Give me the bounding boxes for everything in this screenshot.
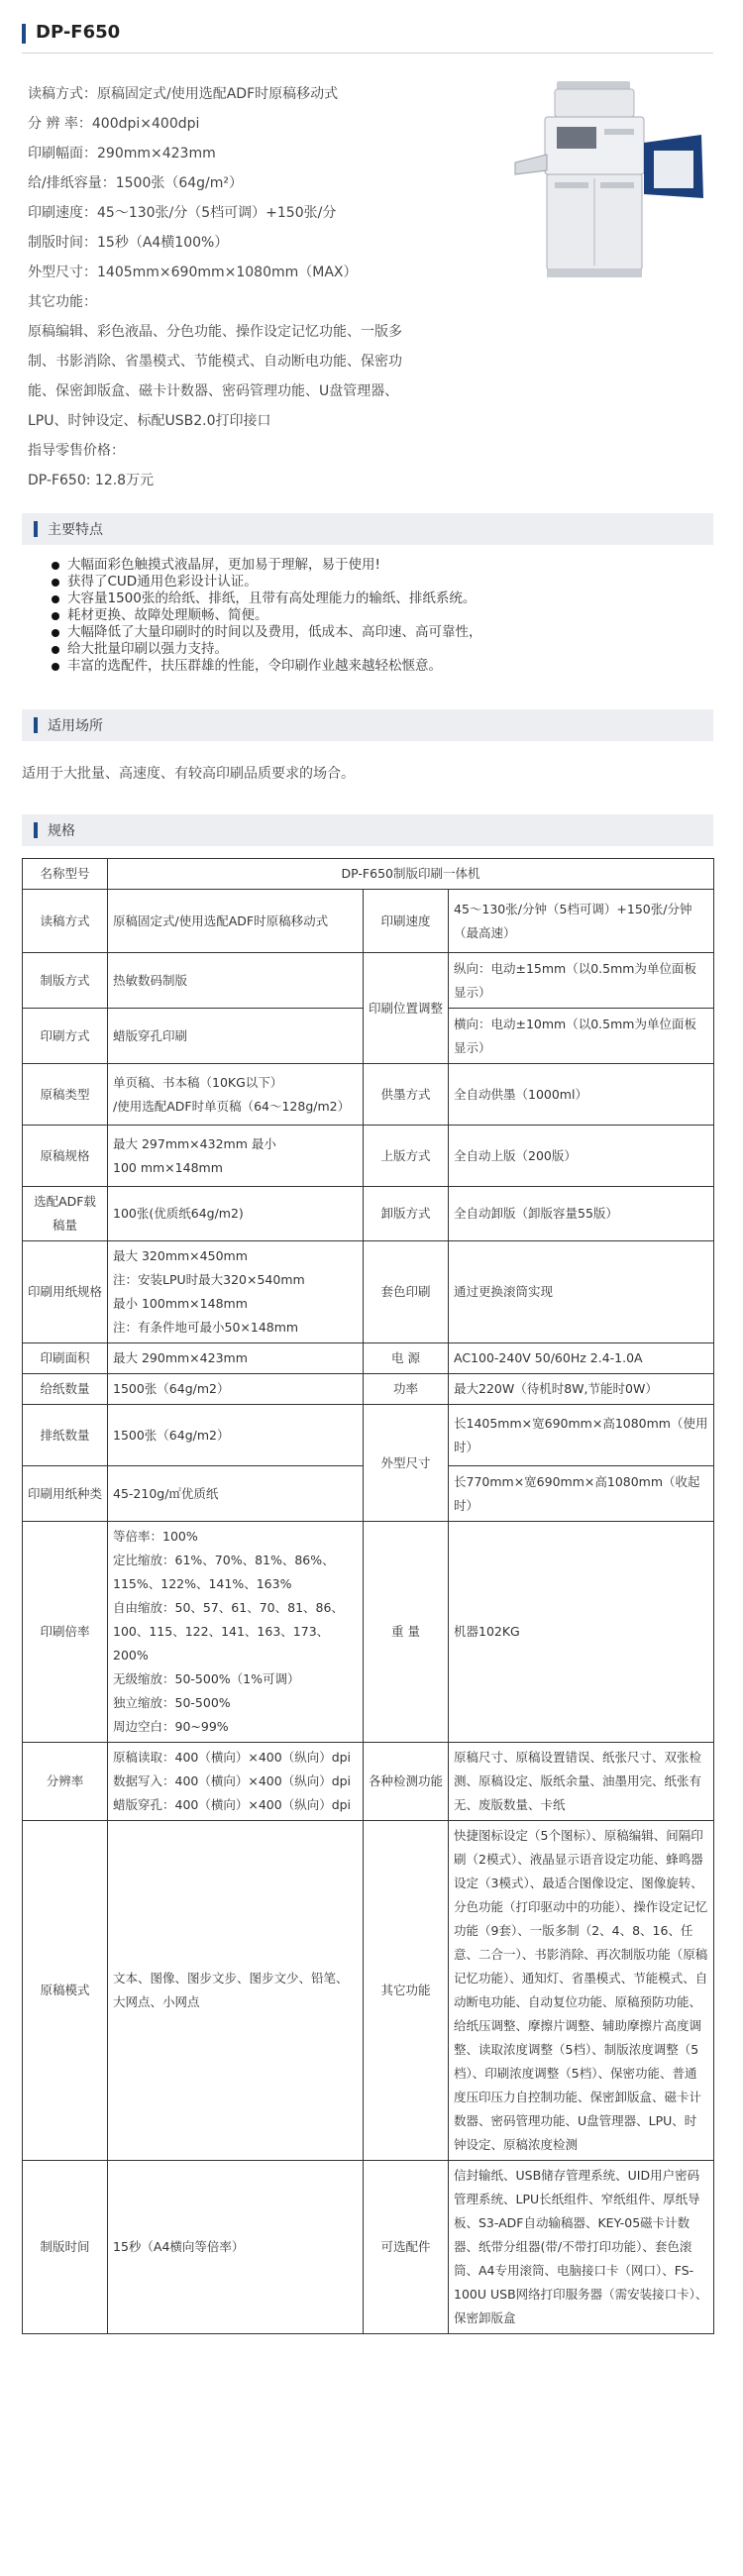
table-row [23, 859, 714, 890]
table-cell-key: 读稿方式 [23, 890, 108, 953]
other-functions: 原稿编辑、彩色液晶、分色功能、操作设定记忆功能、一版多制、书影消除、省墨模式、节能模式、自动断电功能、保密功能、保密卸版盒、磁卡计数器、密码管理功能、U盘管理器、LPU、时钟设定、标配USB2.0打印接口 [28, 324, 402, 429]
spec-table [22, 858, 714, 2334]
table-cell-value: 最大220W（待机时8W,节能时0W） [449, 1374, 714, 1405]
table-cell-key: 印刷位置调整 [364, 953, 449, 1064]
table-cell-key: 原稿模式 [23, 1821, 108, 2161]
list-item: 给大批量印刷以强力支持。 [50, 641, 693, 658]
spec-line: 印刷幅面：290mm×423mm [28, 146, 216, 161]
spec-line: 读稿方式：原稿固定式/使用选配ADF时原稿移动式 [28, 86, 339, 102]
table-cell-key: 制版方式 [23, 953, 108, 1009]
table-cell-value: 横向：电动±10mm（以0.5mm为单位面板显示） [449, 1009, 714, 1064]
table-cell-value: 文本、图像、图步文步、图步文少、铅笔、大网点、小网点 [108, 1821, 364, 2161]
table-cell-key: 分辨率 [23, 1743, 108, 1821]
list-item: 大幅面彩色触摸式液晶屏，更加易于理解，易于使用! [50, 557, 693, 574]
section-usage-header [22, 709, 713, 741]
table-row [23, 1821, 714, 2161]
table-cell-model: DP-F650制版印刷一体机 [108, 859, 714, 890]
table-row [23, 1064, 714, 1126]
table-cell-value: AC100-240V 50/60Hz 2.4-1.0A [449, 1343, 714, 1374]
table-cell-value: 全自动供墨（1000ml） [449, 1064, 714, 1126]
title-accent [22, 24, 26, 44]
list-item: 大幅降低了大量印刷时的时间以及费用，低成本、高印速、高可靠性， [50, 624, 693, 641]
table-cell-key: 外型尺寸 [364, 1405, 449, 1522]
list-item: 丰富的选配件，扶压群雄的性能，令印刷作业越来越轻松惬意。 [50, 658, 693, 675]
printer-image [505, 71, 713, 289]
spec-line: 制版时间：15秒（A4横100%） [28, 235, 229, 251]
table-cell-key: 印刷速度 [364, 890, 449, 953]
section-accent [34, 717, 38, 733]
table-row [23, 2161, 714, 2334]
bullet-icon [52, 579, 59, 587]
table-cell-value: 热敏数码制版 [108, 953, 364, 1009]
list-item: 获得了CUD通用色彩设计认证。 [50, 574, 693, 590]
spec-line: 给/排纸容量：1500张（64g/m²） [28, 175, 244, 191]
section-label: 适用场所 [48, 718, 103, 734]
table-cell-key: 重 量 [364, 1522, 449, 1743]
table-cell-key: 其它功能 [364, 1821, 449, 2161]
table-cell-key: 原稿规格 [23, 1126, 108, 1187]
table-cell-value: 全自动卸版（卸版容量55版） [449, 1187, 714, 1241]
table-cell-key: 名称型号 [23, 859, 108, 890]
table-cell-key: 排纸数量 [23, 1405, 108, 1466]
table-row [23, 1405, 714, 1466]
spec-summary [28, 79, 483, 495]
table-row [23, 890, 714, 953]
table-cell-value: 45-210g/㎡优质纸 [108, 1466, 364, 1522]
title-bar [22, 14, 713, 54]
table-cell-value: 全自动上版（200版） [449, 1126, 714, 1187]
table-cell-value: 蜡版穿孔印刷 [108, 1009, 364, 1064]
table-cell-key: 电 源 [364, 1343, 449, 1374]
table-cell-key: 印刷用纸种类 [23, 1466, 108, 1522]
table-cell-value: 45～130张/分钟（5档可调）+150张/分钟（最高速） [449, 890, 714, 953]
section-features-header [22, 513, 713, 545]
table-cell-value: 原稿读取：400（横向）×400（纵向）dpi 数据写入：400（横向）×400（纵向）dpi 蜡版穿孔：400（横向）×400（纵向）dpi [108, 1743, 364, 1821]
table-cell-value: 信封输纸、USB储存管理系统、UID用户密码管理系统、LPU长纸组件、窄纸组件、厚纸导板、S3-ADF自动输稿器、KEY-05磁卡计数器、纸带分组器(带/不带打印功能）、套色滚筒、A4专用滚筒、电脑接口卡（网口）、FS-100U USB网络打印服务器（需安装接口卡）、保密卸版盒 [449, 2161, 714, 2334]
table-row [23, 1241, 714, 1343]
table-cell-key: 印刷方式 [23, 1009, 108, 1064]
spec-line: 其它功能： [28, 294, 97, 310]
table-cell-key: 套色印刷 [364, 1241, 449, 1343]
table-cell-key: 印刷面积 [23, 1343, 108, 1374]
table-cell-value: 原稿固定式/使用选配ADF时原稿移动式 [108, 890, 364, 953]
table-cell-key: 功率 [364, 1374, 449, 1405]
table-row [23, 1374, 714, 1405]
table-row [23, 1126, 714, 1187]
table-cell-value: 1500张（64g/m2） [108, 1405, 364, 1466]
table-cell-key: 制版时间 [23, 2161, 108, 2334]
table-cell-value: 通过更换滚筒实现 [449, 1241, 714, 1343]
table-row [23, 1343, 714, 1374]
table-cell-value: 1500张（64g/m2） [108, 1374, 364, 1405]
bullet-icon [52, 562, 59, 570]
table-cell-key: 印刷用纸规格 [23, 1241, 108, 1343]
bullet-icon [52, 629, 59, 637]
table-row [23, 1522, 714, 1743]
section-accent [34, 822, 38, 838]
table-cell-key: 各种检测功能 [364, 1743, 449, 1821]
table-cell-value: 最大 320mm×450mm 注：安装LPU时最大320×540mm 最小 100mm×148mm 注：有条件地可最小50×148mm [108, 1241, 364, 1343]
table-row [23, 1187, 714, 1241]
bullet-icon [52, 663, 59, 671]
table-row [23, 953, 714, 1009]
bullet-icon [52, 595, 59, 603]
table-cell-key: 可选配件 [364, 2161, 449, 2334]
usage-text: 适用于大批量、高速度、有较高印刷品质要求的场合。 [22, 766, 355, 782]
list-item: 耗材更换、故障处理顺畅、简便。 [50, 607, 693, 624]
table-cell-value: 最大 290mm×423mm [108, 1343, 364, 1374]
table-row [23, 1743, 714, 1821]
table-cell-value: 单页稿、书本稿（10KG以下） /使用选配ADF时单页稿（64～128g/m2） [108, 1064, 364, 1126]
price-label: 指导零售价格： [28, 443, 125, 459]
section-spec-header [22, 814, 713, 846]
table-cell-value: 纵向：电动±15mm（以0.5mm为单位面板显示） [449, 953, 714, 1009]
section-label: 主要特点 [48, 522, 103, 538]
table-cell-value: 等倍率：100% 定比缩放：61%、70%、81%、86%、 115%、122%、141%、163% 自由缩放：50、57、61、70、81、86、 100、115、122、141、163、173、200% 无级缩放：50-500%（1%可调） 独立缩放：50-500% 周边空白：90~99% [108, 1522, 364, 1743]
table-cell-key: 上版方式 [364, 1126, 449, 1187]
table-cell-value: 100张(优质纸64g/m2) [108, 1187, 364, 1241]
table-cell-key: 原稿类型 [23, 1064, 108, 1126]
table-cell-value: 机器102KG [449, 1522, 714, 1743]
table-cell-value: 长770mm×宽690mm×高1080mm（收起时） [449, 1466, 714, 1522]
list-item: 大容量1500张的给纸、排纸，且带有高处理能力的输纸、排纸系统。 [50, 590, 693, 607]
spec-line: 分 辨 率：400dpi×400dpi [28, 116, 200, 132]
section-label: 规格 [48, 823, 75, 839]
bullet-icon [52, 646, 59, 654]
price-value: DP-F650: 12.8万元 [28, 473, 155, 488]
table-cell-key: 印刷倍率 [23, 1522, 108, 1743]
spec-line: 外型尺寸：1405mm×690mm×1080mm（MAX） [28, 265, 358, 280]
table-cell-key: 卸版方式 [364, 1187, 449, 1241]
table-cell-key: 给纸数量 [23, 1374, 108, 1405]
table-cell-key: 供墨方式 [364, 1064, 449, 1126]
table-cell-value: 15秒（A4横向等倍率） [108, 2161, 364, 2334]
section-accent [34, 521, 38, 537]
features-list [50, 557, 693, 675]
table-cell-value: 长1405mm×宽690mm×高1080mm（使用时） [449, 1405, 714, 1466]
table-cell-value: 原稿尺寸、原稿设置错误、纸张尺寸、双张检测、原稿设定、版纸余量、油墨用完、纸张有无、废版数量、卡纸 [449, 1743, 714, 1821]
table-cell-value: 最大 297mm×432mm 最小 100 mm×148mm [108, 1126, 364, 1187]
table-cell-value: 快捷图标设定（5个图标）、原稿编辑、间隔印刷（2模式）、液晶显示语音设定功能、蜂鸣器设定（3模式）、最适合图像设定、图像旋转、分色功能（打印驱动中的功能）、操作设定记忆功能（9套）、一版多制（2、4、8、16、任意、二合一）、书影消除、再次制版功能（原稿记忆功能）、通知灯、省墨模式、节能模式、自动断电功能、自动复位功能、原稿预防功能、给纸压调整、摩擦片调整、辅助摩擦片高度调整、读取浓度调整（5档）、制版浓度调整（5档）、印刷浓度调整（5档）、保密功能、普通度压印压力自控制功能、保密卸版盒、磁卡计数器、密码管理功能、U盘管理器、LPU、时钟设定、原稿浓度检测 [449, 1821, 714, 2161]
page-title: DP-F650 [36, 22, 121, 43]
table-cell-key: 选配ADF载稿量 [23, 1187, 108, 1241]
spec-line: 印刷速度：45～130张/分（5档可调）+150张/分 [28, 205, 337, 221]
bullet-icon [52, 612, 59, 620]
